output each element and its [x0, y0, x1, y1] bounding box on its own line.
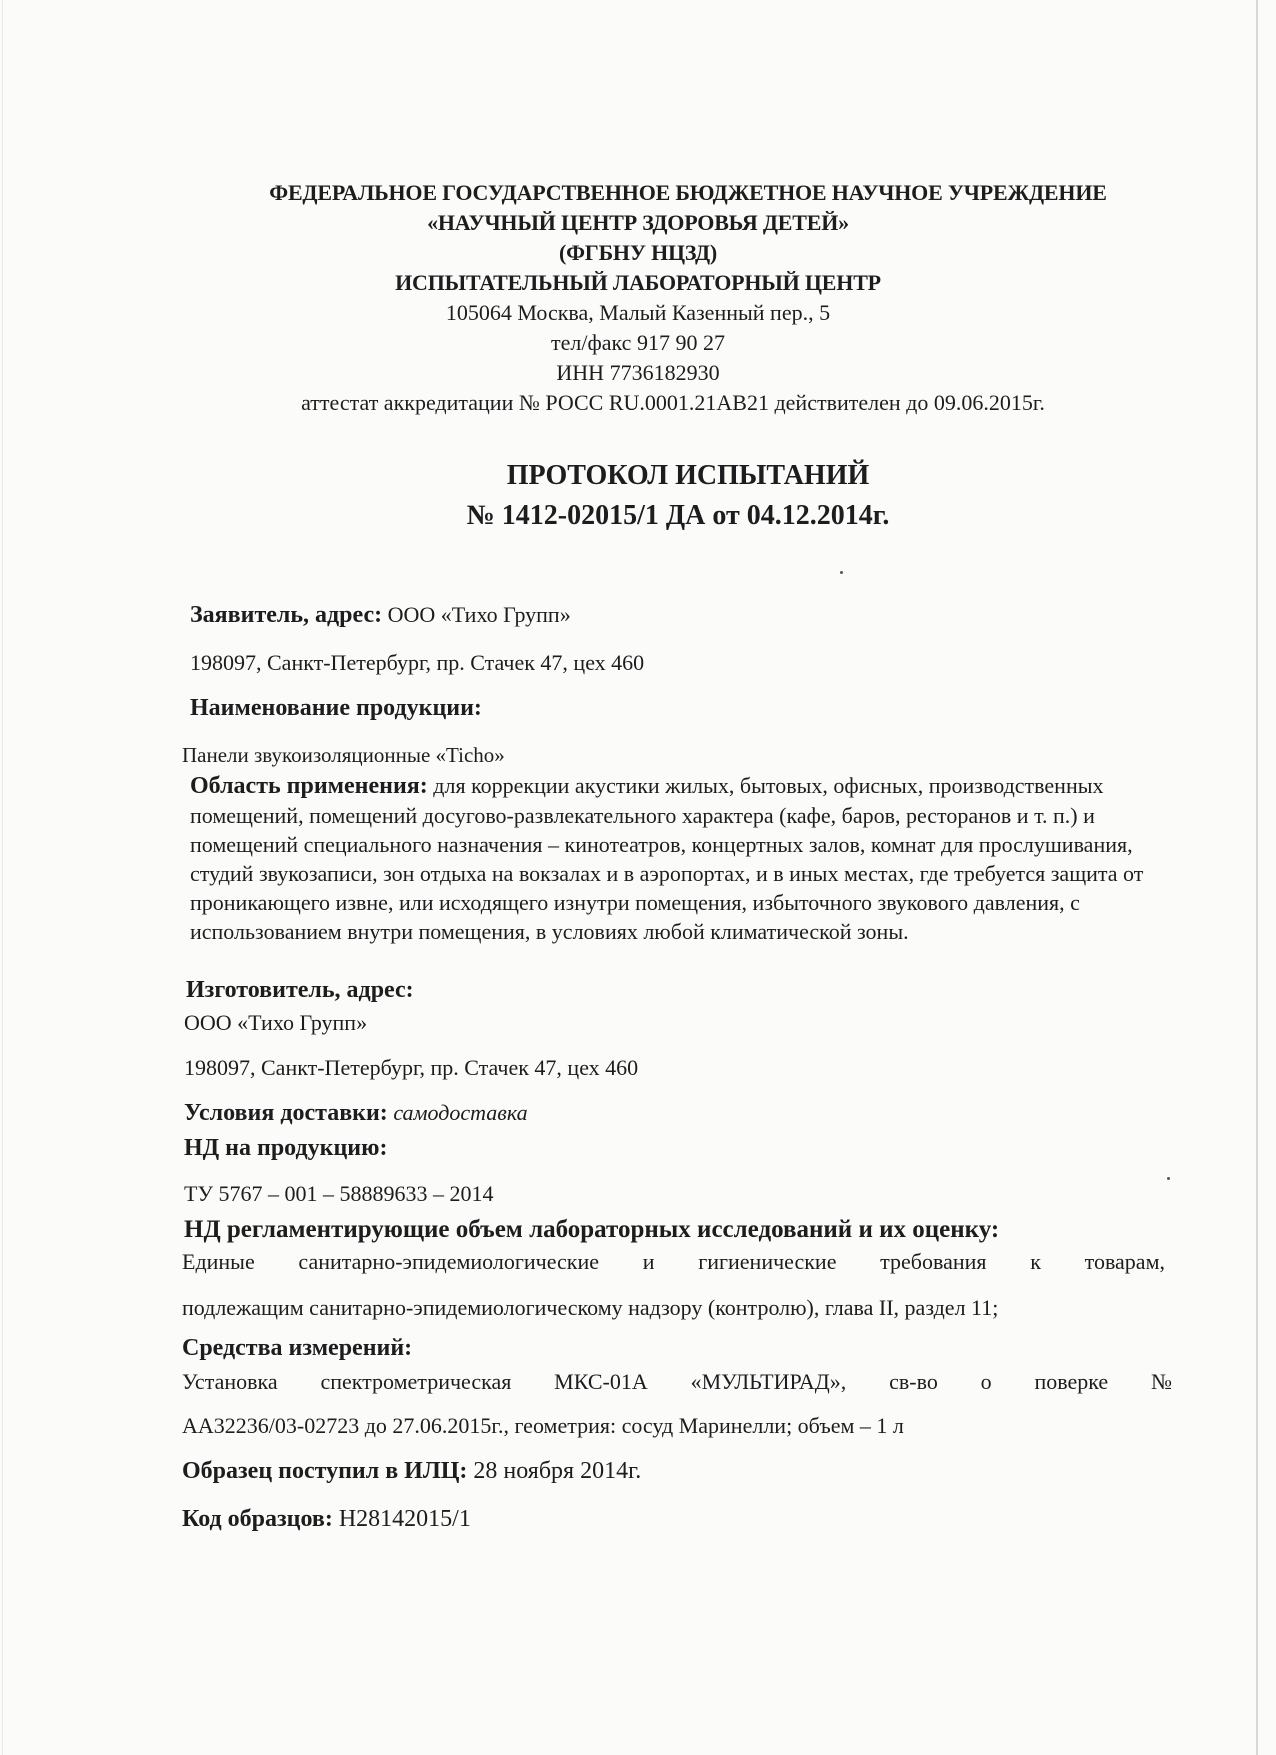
nd-product-label: НД на продукцию:: [184, 1135, 388, 1161]
nd-regulating-label: НД регламентирующие объем лабораторных исследований и их оценку:: [184, 1216, 1000, 1243]
sample-received-label: Образец поступил в ИЛЦ:: [182, 1458, 468, 1484]
applicant-address: 198097, Санкт-Петербург, пр. Стачек 47, цех 460: [190, 650, 645, 675]
applicant-line: [190, 601, 571, 629]
scope-text: для коррекции акустики жилых, бытовых, офисных, производственных помещений, помещений досугово-развлекательного характера (кафе, баров, ресторанов и т. п.) и помещений специального назначения – кинотеатров, концертных залов, комнат для прослушивания, студий звукозаписи, зон отдыха на вокзалах и в аэропортах, и в иных местах, где требуется защита от проникающего извне, или исходящего изнутри помещения, избыточного звукового давления, с использованием внутри помещения, в условиях любой климатической зоны.: [190, 773, 1144, 944]
sample-code-label: Код образцов:: [182, 1506, 333, 1532]
sample-received-date: 28 ноября 2014г.: [467, 1458, 642, 1484]
instruments-line2: АА32236/03-02723 до 27.06.2015г., геометрия: сосуд Маринелли; объем – 1 л: [182, 1413, 904, 1438]
scope-paragraph: [190, 771, 1150, 946]
protocol-title: ПРОТОКОЛ ИСПЫТАНИЙ: [506, 460, 870, 491]
lab-address: 105064 Москва, Малый Казенный пер., 5: [445, 300, 831, 325]
lab-name: ИСПЫТАТЕЛЬНЫЙ ЛАБОРАТОРНЫЙ ЦЕНТР: [395, 270, 881, 295]
nd-regulating-line2: подлежащим санитарно-эпидемиологическому надзору (контролю), глава II, раздел 11;: [182, 1295, 999, 1320]
product-label: Наименование продукции:: [190, 695, 482, 721]
sample-code-line: [182, 1505, 471, 1533]
scan-speck-2: [1167, 1177, 1170, 1180]
scope-label: Область применения:: [190, 773, 428, 799]
nd-regulating-line1: Единые санитарно-эпидемиологические и гигиенические требования к товарам,: [182, 1249, 1165, 1274]
scan-speck: [840, 571, 843, 574]
product-name: Панели звукоизоляционные «Ticho»: [182, 743, 505, 767]
delivery-label: Условия доставки:: [184, 1100, 388, 1126]
manufacturer-address: 198097, Санкт-Петербург, пр. Стачек 47, цех 460: [184, 1055, 639, 1080]
letterhead: [0, 178, 1276, 418]
org-name-line1: ФЕДЕРАЛЬНОЕ ГОСУДАРСТВЕННОЕ БЮДЖЕТНОЕ НАУЧНОЕ УЧРЕЖДЕНИЕ: [269, 180, 1107, 205]
org-name-line2: «НАУЧНЫЙ ЦЕНТР ЗДОРОВЬЯ ДЕТЕЙ»: [427, 210, 849, 235]
accreditation-line: аттестат аккредитации № РОСС RU.0001.21АВ21 действителен до 09.06.2015г.: [301, 390, 1045, 415]
delivery-line: [184, 1099, 528, 1127]
instruments-line1: Установка спектрометрическая МКС-01А «МУЛЬТИРАД», св-во о поверке №: [182, 1369, 1172, 1394]
lab-inn: ИНН 7736182930: [556, 360, 720, 385]
applicant-name: ООО «Тихо Групп»: [382, 602, 571, 627]
lab-phone: тел/факс 917 90 27: [551, 330, 725, 355]
manufacturer-label: Изготовитель, адрес:: [186, 977, 414, 1003]
manufacturer-name: ООО «Тихо Групп»: [184, 1010, 368, 1035]
protocol-number: № 1412-02015/1 ДА от 04.12.2014г.: [466, 500, 890, 531]
sample-code-value: Н28142015/1: [332, 1506, 471, 1532]
instruments-label: Средства измерений:: [182, 1335, 413, 1361]
sample-received-line: [182, 1457, 641, 1485]
org-abbreviation: (ФГБНУ НЦЗД): [558, 240, 718, 265]
applicant-label: Заявитель, адрес:: [190, 602, 383, 628]
nd-product-value: ТУ 5767 – 001 – 58889633 – 2014: [184, 1181, 494, 1206]
delivery-value: самодоставка: [387, 1100, 528, 1125]
